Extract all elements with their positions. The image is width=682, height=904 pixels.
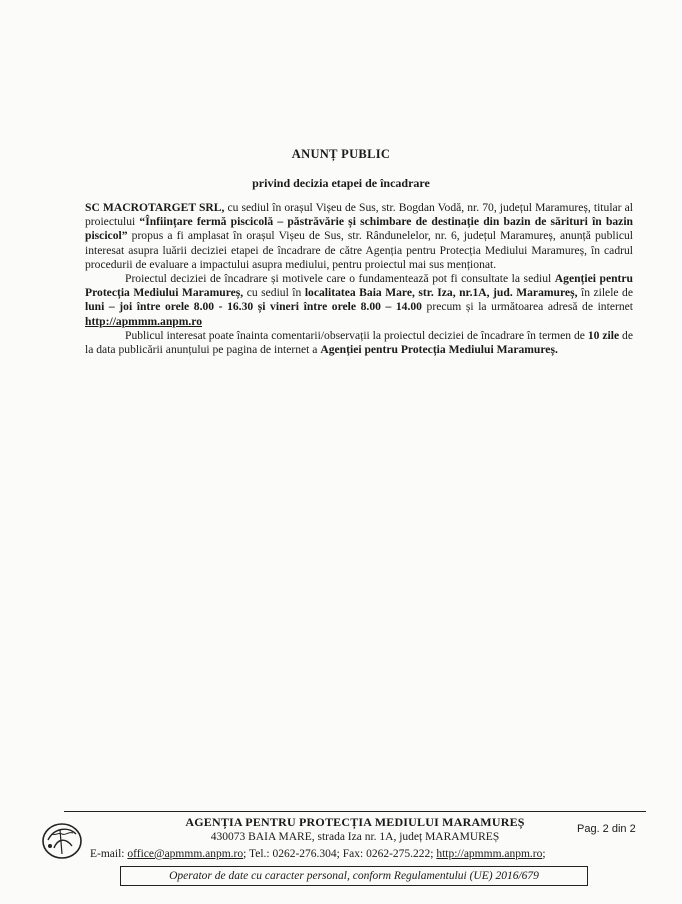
p2-text-3: în zilele de xyxy=(577,286,634,300)
footer-agency-name: AGENȚIA PENTRU PROTECȚIA MEDIULUI MARAMUREȘ xyxy=(185,815,525,829)
document-title: ANUNȚ PUBLIC xyxy=(291,147,391,161)
footer-divider xyxy=(64,811,646,812)
document-body xyxy=(85,201,633,357)
page-number: Pag. 2 din 2 xyxy=(577,823,636,835)
footer-address: 430073 BAIA MARE, strada Iza nr. 1A, județ MARAMUREȘ xyxy=(210,831,500,843)
p2-text-4: precum și la următoarea adresă de internet xyxy=(421,300,633,314)
tel-fax-text: ; Tel.: 0262-276.304; Fax: 0262-275.222; xyxy=(243,848,437,860)
p2-text-2: cu sediul în xyxy=(243,286,305,300)
p2-url-link[interactable]: http://apmmm.anpm.ro xyxy=(85,314,203,328)
paragraph-2 xyxy=(85,272,633,329)
p3-agency: Agenției pentru Protecția Mediului Maramureș. xyxy=(320,343,558,357)
website-link[interactable]: http://apmmm.anpm.ro xyxy=(436,848,543,860)
p2-text-1: Proiectul deciziei de încadrare și motivele care o fundamentează pot fi consultate la sediul xyxy=(125,272,555,286)
p2-location: localitatea Baia Mare, str. Iza, nr.1A, jud. Maramureș, xyxy=(304,286,578,300)
company-name: SC MACROTARGET SRL, xyxy=(85,201,225,214)
contact-end: ; xyxy=(542,848,546,860)
p3-days: 10 zile xyxy=(587,328,620,342)
paragraph-3 xyxy=(85,329,633,357)
email-label: E-mail: xyxy=(90,848,128,860)
project-name: “Înființare fermă piscicolă – păstrăvărie și schimbare de destinație din bazin de sărituri în bazin piscicol” xyxy=(85,215,633,243)
p3-text-1: Publicul interesat poate înainta comentarii/observații la proiectul deciziei de încadrare în termen de xyxy=(125,328,588,342)
paragraph-1 xyxy=(85,201,633,272)
apm-logo-icon xyxy=(40,818,84,862)
p1-text-1: cu sediul în orașul Vișeu de Sus, str. Bogdan Vodă, nr. 70, județul Maramureș, titular al proiectului xyxy=(85,201,633,229)
gdpr-notice: Operator de date cu caracter personal, conform Regulamentului (UE) 2016/679 xyxy=(120,866,588,886)
p1-text-2: propus a fi amplasat în orașul Vișeu de Sus, str. Rândunelelor, nr. 6, județul Maramureș, anunță publicul interesat asupra luării deciziei etapei de încadrare de către Agenția pentru Protecția Mediului Maramureș, în cadrul procedurii de evaluare a impactului asupra mediului, pentru proiectul mai sus menționat. xyxy=(85,229,633,271)
p2-schedule: luni – joi între orele 8.00 - 16.30 și vineri între orele 8.00 – 14.00 xyxy=(85,300,422,314)
p3-text-2: de la data publicării anunțului pe pagina de internet a xyxy=(85,328,633,357)
p2-agency: Agenției pentru Protecția Mediului Maramureș, xyxy=(85,272,634,300)
email-link[interactable]: office@apmmm.anpm.ro xyxy=(127,848,244,860)
footer-contact xyxy=(90,848,650,860)
document-subtitle: privind decizia etapei de încadrare xyxy=(252,176,430,190)
